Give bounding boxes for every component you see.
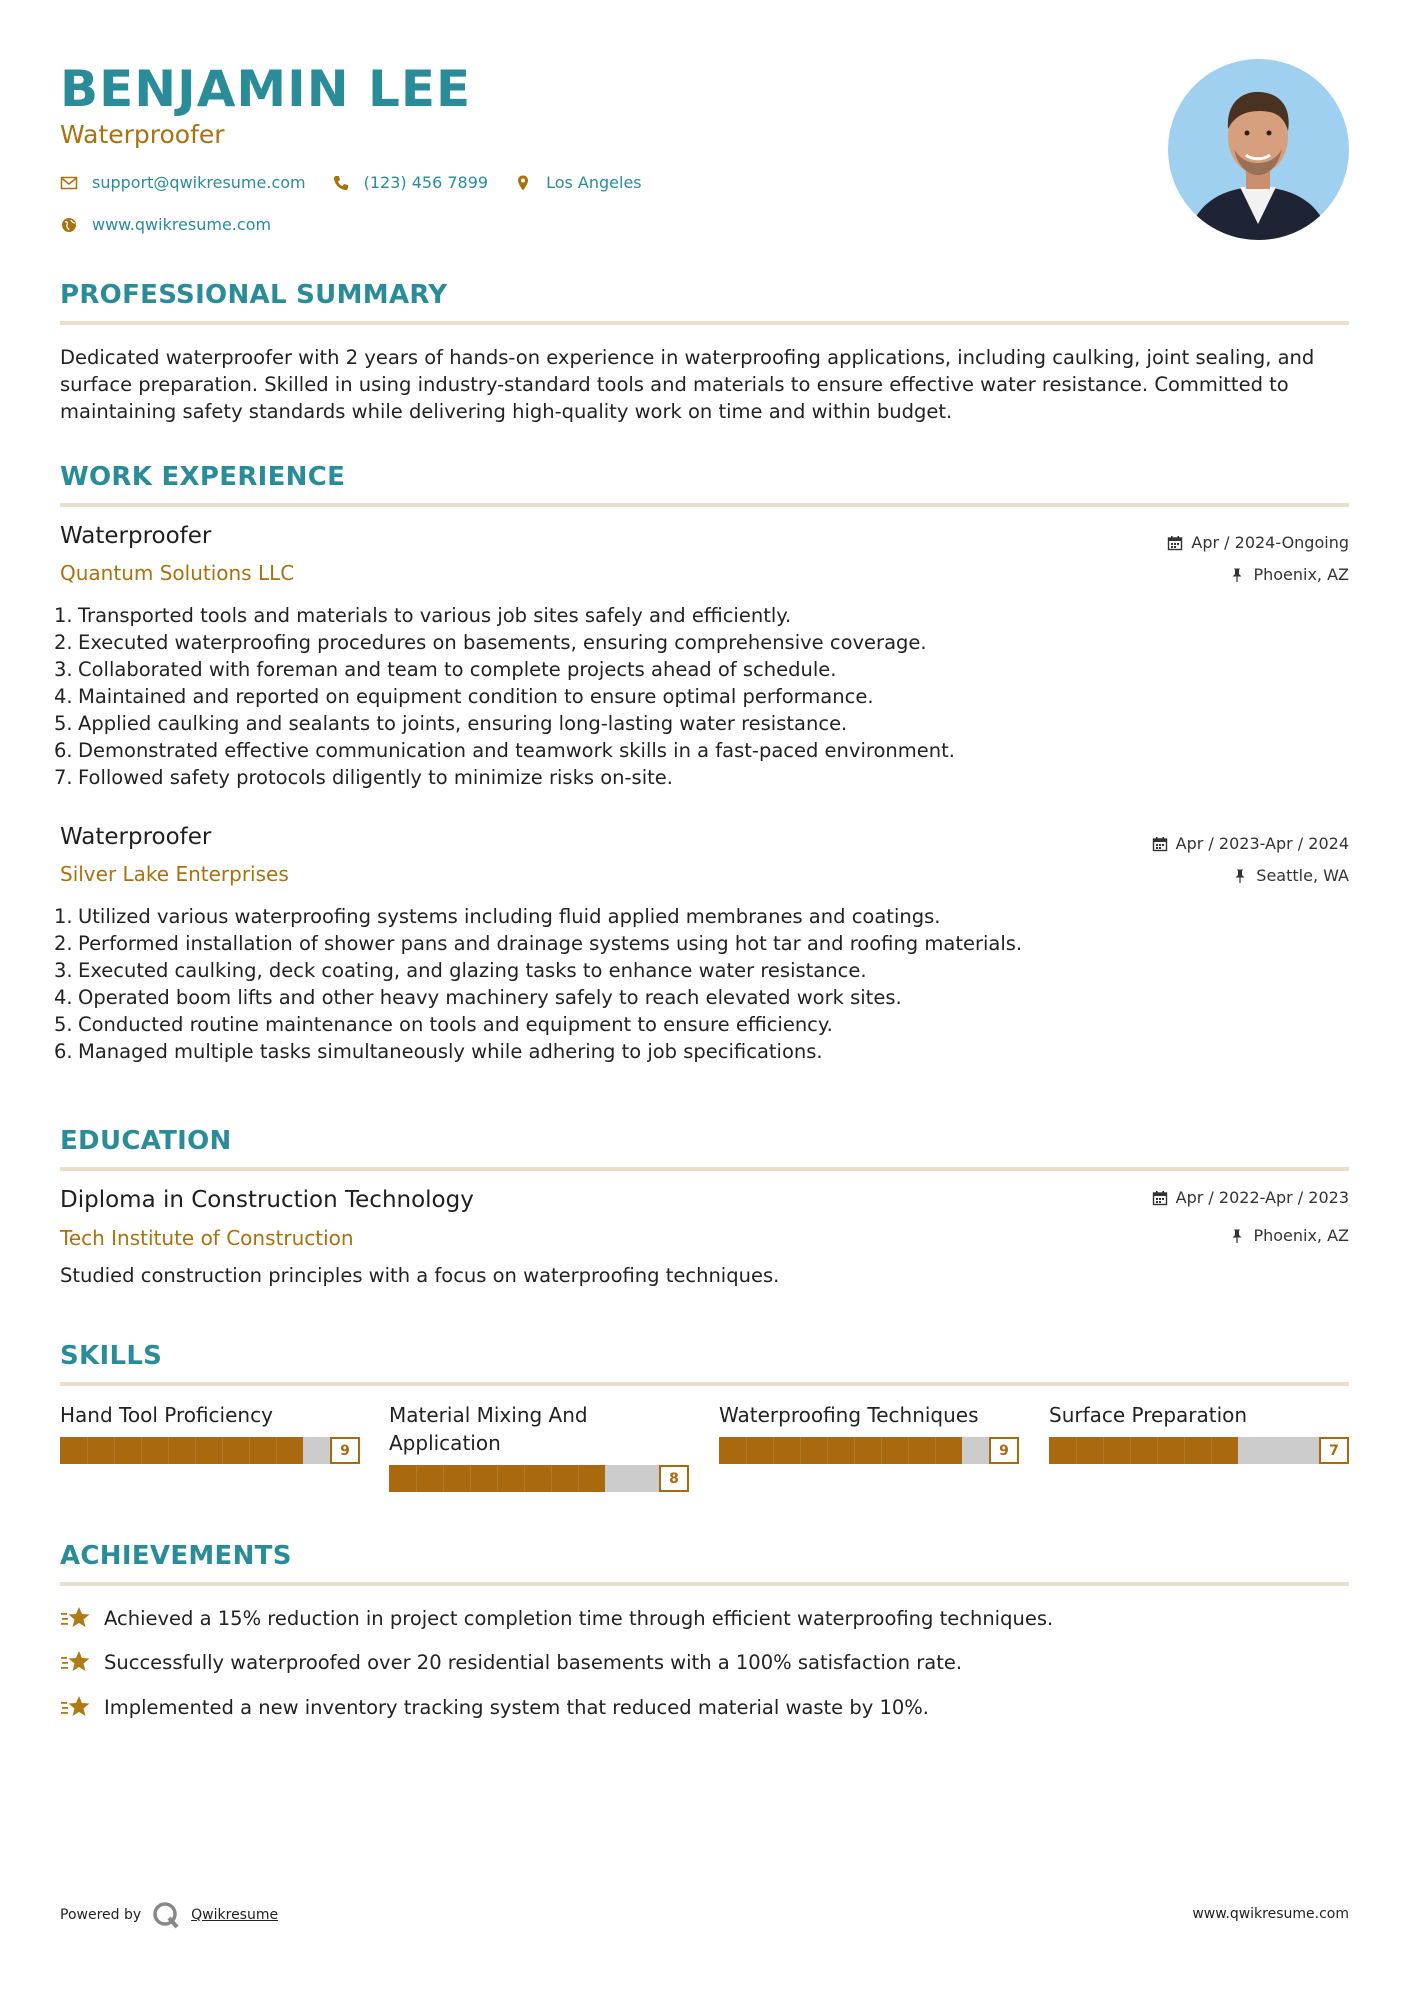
job-bullet-item bbox=[54, 683, 1344, 710]
achievement-item bbox=[60, 1648, 962, 1676]
job-location-text: Phoenix, AZ bbox=[1253, 565, 1349, 584]
skill-bar-segment bbox=[141, 1437, 142, 1464]
job-bullet-item bbox=[54, 710, 1344, 737]
skill-bar-segment bbox=[551, 1465, 552, 1492]
skill-bar-segment bbox=[1103, 1437, 1104, 1464]
bullet-text: Executed waterproofing procedures on basements, ensuring comprehensive coverage. bbox=[78, 631, 927, 654]
phone-number[interactable]: (123) 456 7899 bbox=[363, 173, 489, 192]
bullet-number: 3. bbox=[54, 658, 73, 681]
achievement-item bbox=[60, 1693, 929, 1721]
bullet-number: 2. bbox=[54, 631, 73, 654]
job-dates-text: Apr / 2024-Ongoing bbox=[1191, 533, 1349, 552]
bullet-text: Conducted routine maintenance on tools and equipment to ensure efficiency. bbox=[78, 1013, 833, 1036]
skill-score: 9 bbox=[330, 1437, 360, 1464]
section-divider bbox=[60, 321, 1349, 325]
profile-photo bbox=[1168, 59, 1349, 240]
skill-bar-fill bbox=[719, 1437, 962, 1464]
skill-label: Surface Preparation bbox=[1049, 1403, 1248, 1427]
skill-item bbox=[60, 1401, 360, 1464]
section-title-achievements: ACHIEVEMENTS bbox=[60, 1541, 292, 1571]
skill-label: Hand Tool Proficiency bbox=[60, 1403, 273, 1427]
achievement-text: Successfully waterproofed over 20 residential basements with a 100% satisfaction rate. bbox=[104, 1650, 963, 1674]
job-bullet-item bbox=[54, 984, 1344, 1011]
skill-score: 7 bbox=[1319, 1437, 1349, 1464]
candidate-role: Waterproofer bbox=[60, 120, 225, 149]
bullet-text: Performed installation of shower pans and drainage systems using hot tar and roofing materials. bbox=[78, 932, 1023, 955]
job-dates-text: Apr / 2023-Apr / 2024 bbox=[1175, 834, 1349, 853]
skill-bar-segment bbox=[168, 1437, 169, 1464]
education-dates bbox=[1152, 1188, 1349, 1207]
section-divider bbox=[60, 1382, 1349, 1386]
skill-bar-segment bbox=[854, 1437, 855, 1464]
qwikresume-logo-icon bbox=[151, 1900, 181, 1930]
job-bullet-item bbox=[54, 903, 1344, 930]
job-bullet-item bbox=[54, 957, 1344, 984]
contact-row-1 bbox=[60, 173, 654, 192]
bullet-number: 5. bbox=[54, 712, 73, 735]
education-location bbox=[1229, 1226, 1349, 1245]
bullet-number: 7. bbox=[54, 766, 73, 789]
job-dates bbox=[1152, 834, 1349, 853]
bullet-text: Managed multiple tasks simultaneously while adhering to job specifications. bbox=[78, 1040, 823, 1063]
achievement-item bbox=[60, 1604, 1053, 1632]
education-description: Studied construction principles with a focus on waterproofing techniques. bbox=[60, 1264, 780, 1287]
star-icon bbox=[60, 1693, 92, 1721]
skill-bar-segment bbox=[908, 1437, 909, 1464]
skill-bar bbox=[1049, 1437, 1349, 1464]
job-bullets bbox=[54, 903, 1344, 1065]
section-title-education: EDUCATION bbox=[60, 1126, 232, 1156]
bullet-number: 1. bbox=[54, 905, 73, 928]
bullet-number: 6. bbox=[54, 1040, 73, 1063]
footer-website[interactable]: www.qwikresume.com bbox=[1192, 1906, 1349, 1922]
skill-bar-segment bbox=[1184, 1437, 1185, 1464]
bullet-number: 4. bbox=[54, 986, 73, 1009]
skill-bar-segment bbox=[935, 1437, 936, 1464]
skill-bar bbox=[60, 1437, 360, 1464]
qwikresume-link[interactable]: Qwikresume bbox=[191, 1907, 279, 1923]
skill-bar-segment bbox=[746, 1437, 747, 1464]
summary-text: Dedicated waterproofer with 2 years of hands-on experience in waterproofing applications, including caulking, joint sealing, and surface preparation. Skilled in using industry-standard tools and materials to ensure effective water resistance. Committed to maintaining safety standards while delivering high-quality work on time and within budget. bbox=[60, 346, 1315, 423]
pushpin-icon bbox=[1229, 567, 1245, 583]
bullet-text: Operated boom lifts and other heavy machinery safely to reach elevated work sites. bbox=[78, 986, 902, 1009]
skill-score: 8 bbox=[659, 1465, 689, 1492]
bullet-number: 4. bbox=[54, 685, 73, 708]
skill-item bbox=[1049, 1401, 1349, 1464]
skill-label: Material Mixing And Application bbox=[389, 1403, 588, 1455]
skill-bar-segment bbox=[1211, 1437, 1212, 1464]
bullet-text: Executed caulking, deck coating, and glazing tasks to enhance water resistance. bbox=[78, 959, 867, 982]
bullet-text: Utilized various waterproofing systems including fluid applied membranes and coatings. bbox=[78, 905, 941, 928]
bullet-number: 5. bbox=[54, 1013, 73, 1036]
calendar-icon bbox=[1167, 535, 1183, 551]
skill-bar-segment bbox=[195, 1437, 196, 1464]
job-title: Waterproofer bbox=[60, 523, 212, 549]
skill-bar-segment bbox=[773, 1437, 774, 1464]
school-name: Tech Institute of Construction bbox=[60, 1226, 354, 1250]
job-title: Waterproofer bbox=[60, 824, 212, 850]
map-pin-icon bbox=[514, 174, 532, 192]
pushpin-icon bbox=[1229, 1228, 1245, 1244]
job-bullet-item bbox=[54, 602, 1344, 629]
achievement-text: Achieved a 15% reduction in project completion time through efficient waterproofing techniques. bbox=[104, 1606, 1054, 1630]
globe-icon bbox=[60, 216, 78, 234]
phone-icon bbox=[332, 174, 350, 192]
skill-bar-fill bbox=[1049, 1437, 1238, 1464]
bullet-text: Maintained and reported on equipment condition to ensure optimal performance. bbox=[78, 685, 874, 708]
job-bullet-item bbox=[54, 1011, 1344, 1038]
star-icon bbox=[60, 1648, 92, 1676]
skill-bar-segment bbox=[222, 1437, 223, 1464]
bullet-number: 1. bbox=[54, 604, 73, 627]
job-bullet-item bbox=[54, 629, 1344, 656]
job-bullet-item bbox=[54, 737, 1344, 764]
skill-bar-segment bbox=[87, 1437, 88, 1464]
skill-bar-segment bbox=[881, 1437, 882, 1464]
bullet-number: 6. bbox=[54, 739, 73, 762]
section-divider bbox=[60, 503, 1349, 507]
skill-bar-segment bbox=[1076, 1437, 1077, 1464]
contact-row-2 bbox=[60, 215, 283, 234]
skill-bar-segment bbox=[827, 1437, 828, 1464]
education-dates-text: Apr / 2022-Apr / 2023 bbox=[1175, 1188, 1349, 1207]
skill-bar-segment bbox=[800, 1437, 801, 1464]
section-divider bbox=[60, 1167, 1349, 1171]
skill-bar-segment bbox=[1157, 1437, 1158, 1464]
skill-bar-segment bbox=[497, 1465, 498, 1492]
skill-bar-segment bbox=[249, 1437, 250, 1464]
section-title-skills: SKILLS bbox=[60, 1341, 163, 1371]
star-icon bbox=[60, 1604, 92, 1632]
job-location bbox=[1232, 866, 1349, 885]
skill-label: Waterproofing Techniques bbox=[719, 1403, 979, 1427]
section-divider bbox=[60, 1582, 1349, 1586]
company-name: Silver Lake Enterprises bbox=[60, 862, 289, 886]
job-location-text: Seattle, WA bbox=[1256, 866, 1349, 885]
job-dates bbox=[1167, 533, 1349, 552]
section-title-experience: WORK EXPERIENCE bbox=[60, 462, 346, 492]
skill-bar-segment bbox=[276, 1437, 277, 1464]
calendar-icon bbox=[1152, 1190, 1168, 1206]
skill-item bbox=[719, 1401, 1019, 1464]
skill-bar-segment bbox=[114, 1437, 115, 1464]
job-bullet-item bbox=[54, 930, 1344, 957]
section-title-summary: PROFESSIONAL SUMMARY bbox=[60, 280, 448, 310]
bullet-text: Transported tools and materials to various job sites safely and efficiently. bbox=[78, 604, 792, 627]
candidate-name: BENJAMIN LEE bbox=[60, 60, 472, 118]
calendar-icon bbox=[1152, 836, 1168, 852]
education-location-text: Phoenix, AZ bbox=[1253, 1226, 1349, 1245]
skill-bar-segment bbox=[524, 1465, 525, 1492]
skill-bar-segment bbox=[578, 1465, 579, 1492]
skill-bar bbox=[719, 1437, 1019, 1464]
skill-bar-segment bbox=[1130, 1437, 1131, 1464]
pushpin-icon bbox=[1232, 868, 1248, 884]
job-bullets bbox=[54, 602, 1344, 791]
job-bullet-item bbox=[54, 764, 1344, 791]
envelope-icon bbox=[60, 174, 78, 192]
email-link[interactable]: support@qwikresume.com bbox=[92, 173, 306, 192]
skill-score: 9 bbox=[989, 1437, 1019, 1464]
powered-by-text: Powered by bbox=[60, 1907, 142, 1923]
bullet-text: Demonstrated effective communication and teamwork skills in a fast-paced environment. bbox=[78, 739, 955, 762]
skill-bar-segment bbox=[416, 1465, 417, 1492]
job-bullet-item bbox=[54, 1038, 1344, 1065]
skill-bar-segment bbox=[470, 1465, 471, 1492]
location-text: Los Angeles bbox=[546, 173, 642, 192]
degree-title: Diploma in Construction Technology bbox=[60, 1187, 474, 1213]
bullet-text: Collaborated with foreman and team to complete projects ahead of schedule. bbox=[78, 658, 837, 681]
website-link[interactable]: www.qwikresume.com bbox=[92, 215, 272, 234]
skill-bar-segment bbox=[443, 1465, 444, 1492]
job-bullet-item bbox=[54, 656, 1344, 683]
skill-bar-fill bbox=[60, 1437, 303, 1464]
footer-branding bbox=[60, 1900, 278, 1930]
bullet-number: 3. bbox=[54, 959, 73, 982]
bullet-text: Applied caulking and sealants to joints, ensuring long-lasting water resistance. bbox=[78, 712, 848, 735]
achievement-text: Implemented a new inventory tracking system that reduced material waste by 10%. bbox=[104, 1695, 929, 1719]
bullet-number: 2. bbox=[54, 932, 73, 955]
job-location bbox=[1229, 565, 1349, 584]
skill-item bbox=[389, 1401, 689, 1492]
company-name: Quantum Solutions LLC bbox=[60, 561, 295, 585]
bullet-text: Followed safety protocols diligently to minimize risks on-site. bbox=[78, 766, 673, 789]
skill-bar bbox=[389, 1465, 689, 1492]
